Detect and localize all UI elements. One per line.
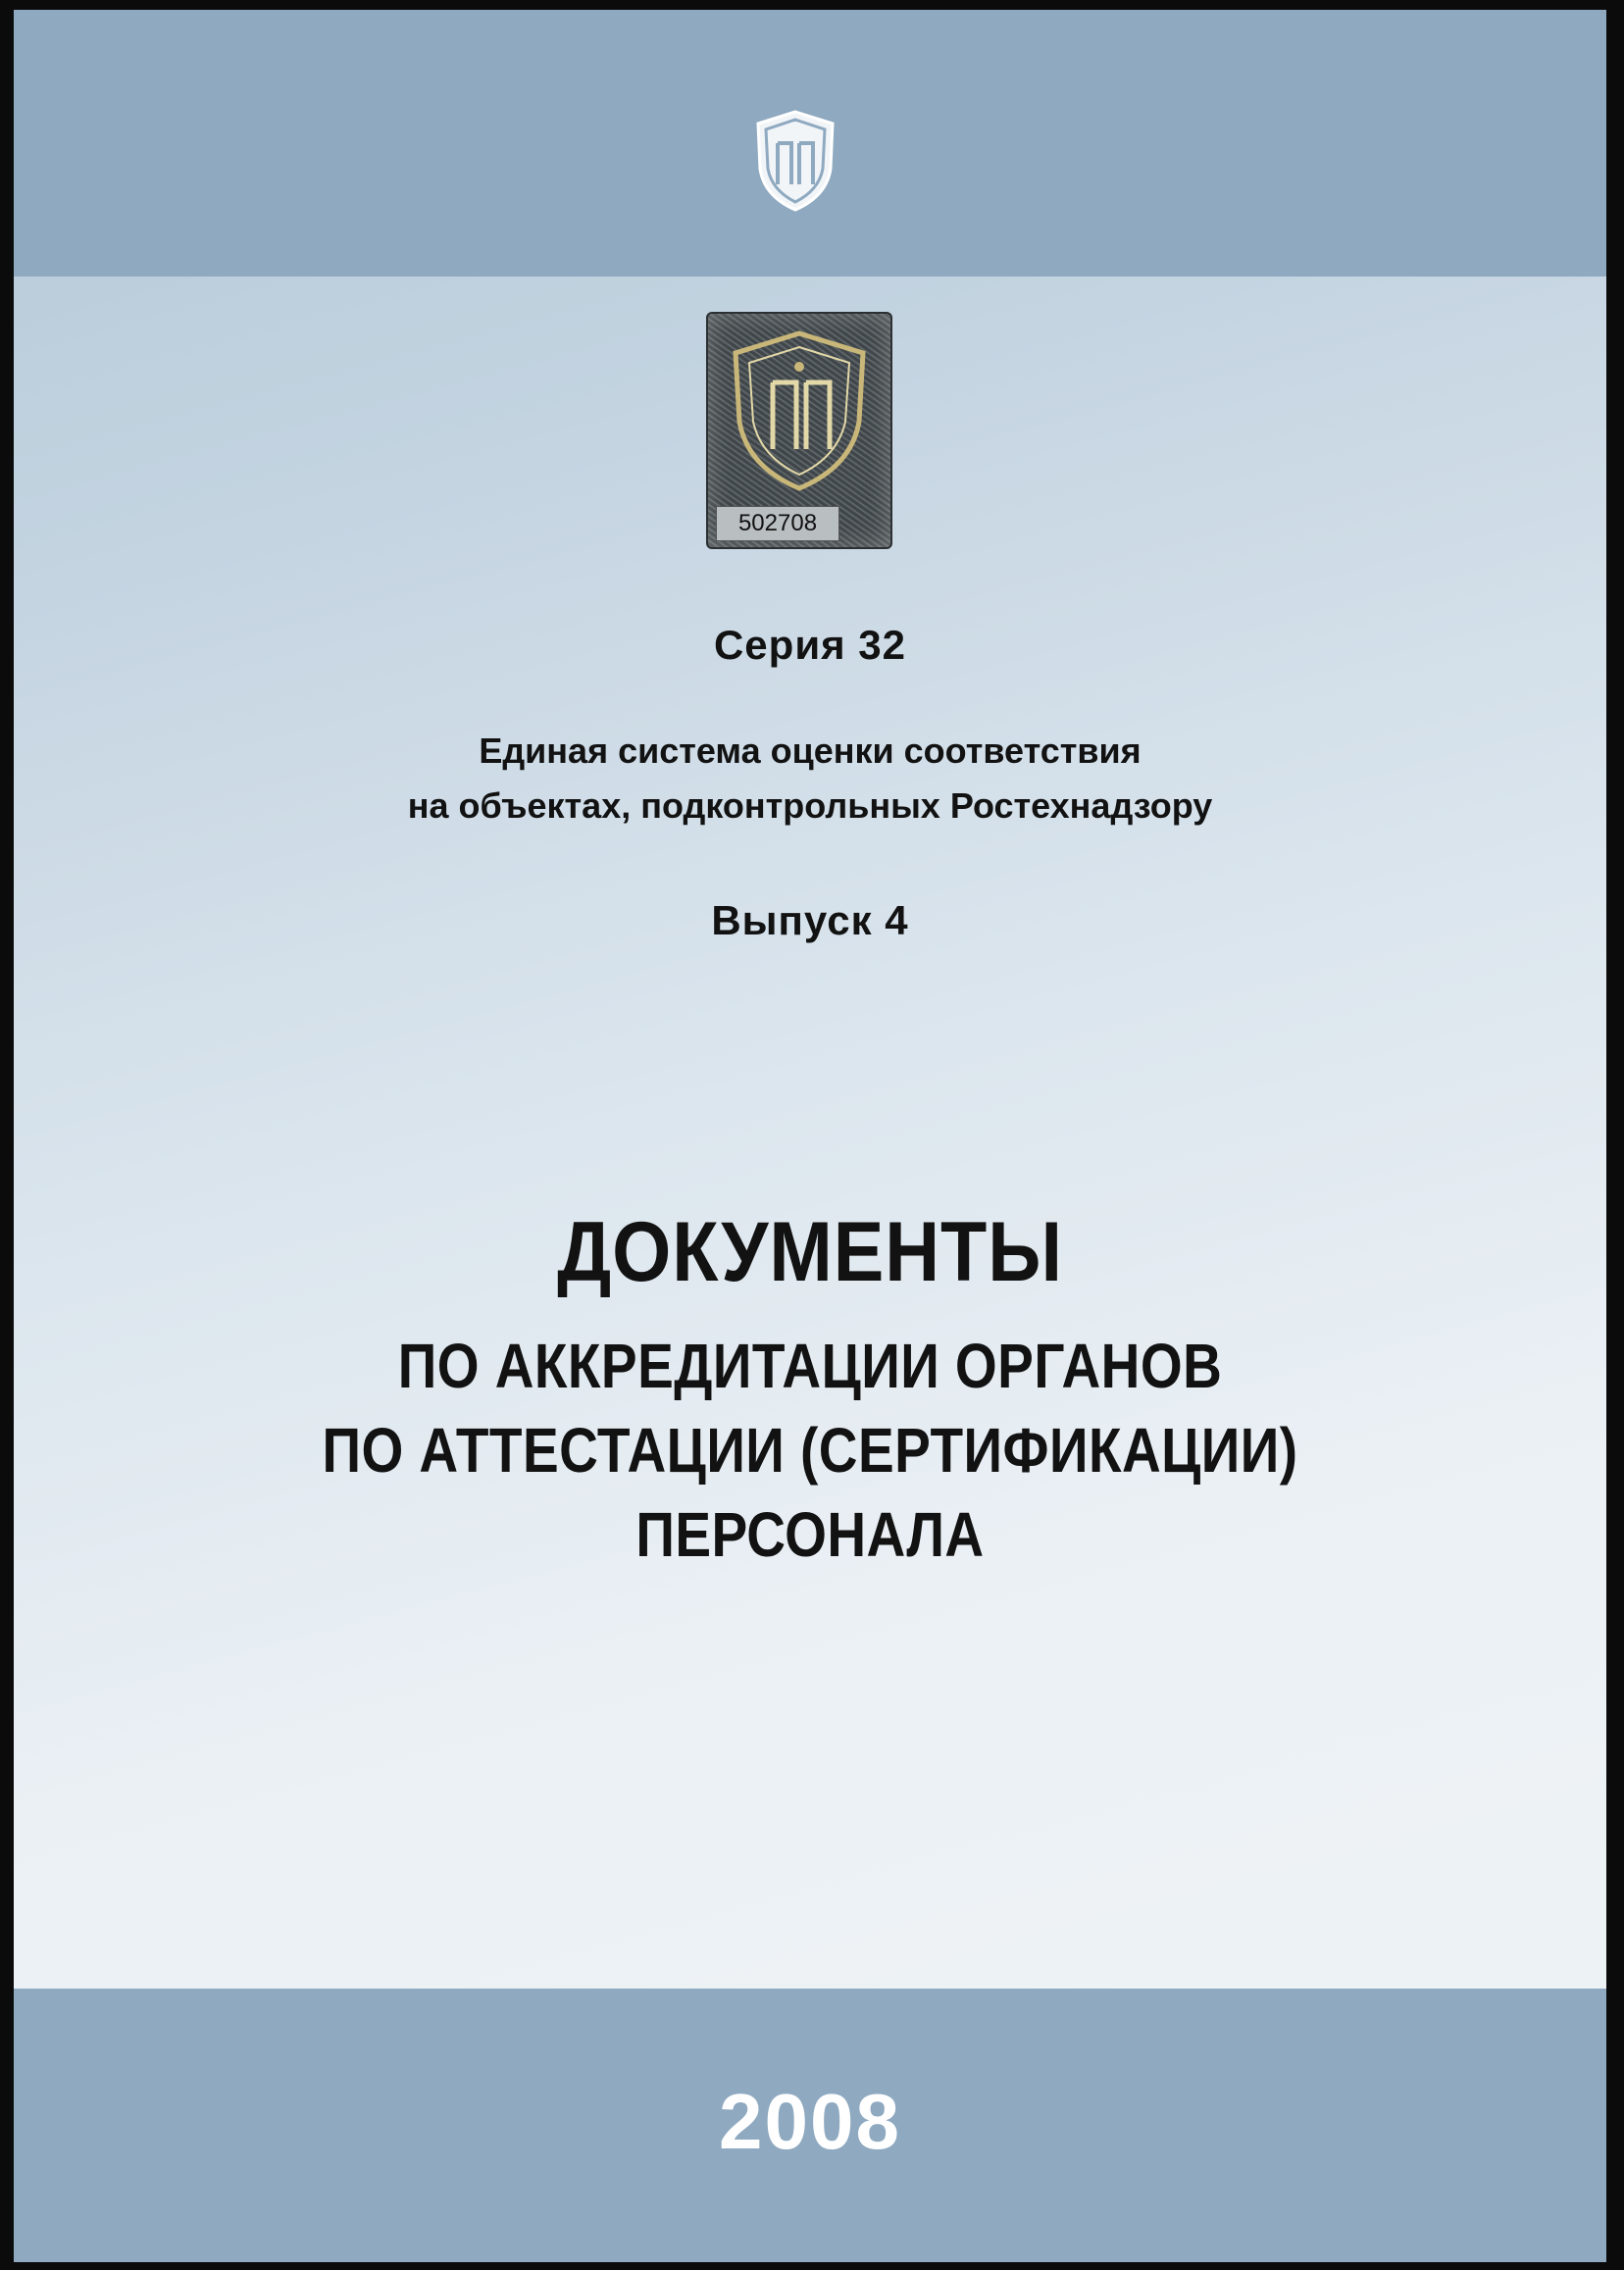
system-title — [14, 724, 1606, 833]
title-line-3: ПО АТТЕСТАЦИИ (СЕРТИФИКАЦИИ) — [322, 1415, 1298, 1486]
main-title: ДОКУМЕНТЫ — [557, 1205, 1063, 1299]
title-line-2: ПО АККРЕДИТАЦИИ ОРГАНОВ — [397, 1331, 1223, 1401]
shield-emblem-icon — [752, 108, 838, 214]
system-line-1: Единая система оценки соответствия — [479, 731, 1142, 771]
hologram-sticker — [706, 312, 892, 549]
title-line-4: ПЕРСОНАЛА — [635, 1499, 985, 1570]
hologram-shield-icon — [726, 328, 873, 494]
subtitle — [126, 1324, 1496, 1577]
publication-year: 2008 — [719, 2078, 901, 2165]
book-cover — [14, 10, 1606, 2262]
serial-number: 502708 — [716, 506, 839, 541]
issue-label: Выпуск 4 — [711, 897, 909, 943]
system-line-2: на объектах, подконтрольных Ростехнадзору — [407, 785, 1213, 826]
series-label: Серия 32 — [713, 622, 907, 668]
